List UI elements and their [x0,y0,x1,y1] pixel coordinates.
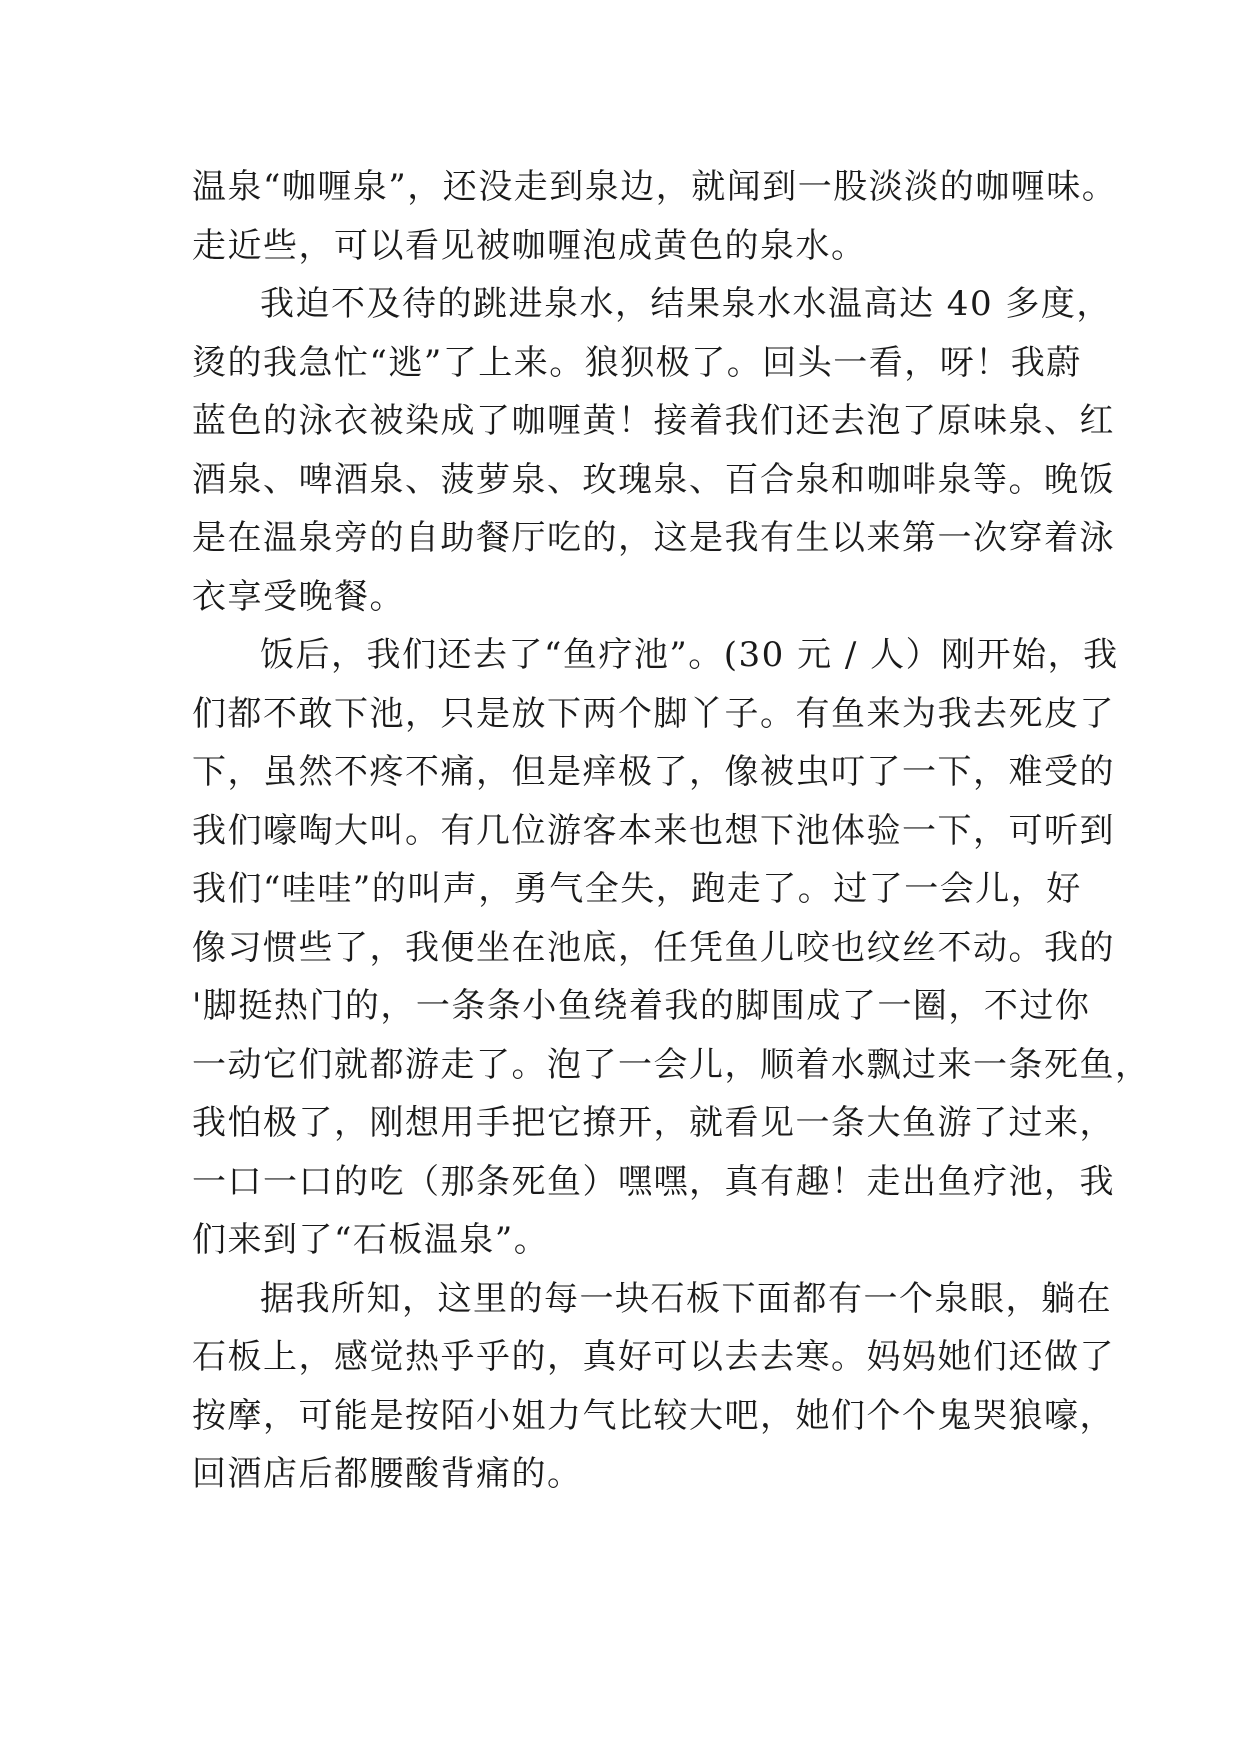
text-line: 衣享受晚餐。 [192,576,405,617]
text-line: 是在温泉旁的自助餐厅吃的，这是我有生以来第一次穿着泳 [192,518,1115,558]
text-line: 们来到了“石板温泉”。 [192,1220,550,1260]
text-line: 走近些，可以看见被咖喱泡成黄色的泉水。 [192,225,867,266]
text-line: 回酒店后都腰酸背痛的。 [192,1454,583,1494]
document-body [192,158,1151,1504]
paragraph-first-line: 饭后，我们还去了“鱼疗池”。(30 元 / 人）刚开始，我 [260,635,1119,675]
text-line: 我怕极了，刚想用手把它撩开，就看见一条大鱼游了过来， [192,1103,1115,1143]
text-line: 们都不敢下池，只是放下两个脚丫子。有鱼来为我去死皮了 [192,693,1115,734]
text-line: '脚挺热门的，一条条小鱼绕着我的脚围成了一圈，不过你 [192,986,1091,1026]
text-line: 下，虽然不疼不痛，但是痒极了，像被虫叮了一下，难受的 [192,752,1115,792]
text-line: 我们嚎啕大叫。有几位游客本来也想下池体验一下，可听到 [192,810,1115,851]
text-line: 我们“哇哇”的叫声，勇气全失，跑走了。过了一会儿，好 [192,869,1082,909]
paragraph-first-line: 我迫不及待的跳进泉水，结果泉水水温高达 40 多度， [260,284,1112,324]
text-line: 按摩，可能是按陌小姐力气比较大吧，她们个个鬼哭狼嚎， [192,1395,1115,1436]
text-line: 像习惯些了，我便坐在池底，任凭鱼儿咬也纹丝不动。我的 [192,927,1115,968]
text-line: 烫的我急忙“逃”了上来。狼狈极了。回头一看，呀！我蔚 [192,342,1082,383]
text-line: 温泉“咖喱泉”，还没走到泉边，就闻到一股淡淡的咖喱味。 [192,167,1118,207]
paragraph-first-line: 据我所知，这里的每一块石板下面都有一个泉眼，躺在 [260,1278,1112,1319]
text-line: 一动它们就都游走了。泡了一会儿，顺着水飘过来一条死鱼， [192,1044,1151,1085]
text-line: 蓝色的泳衣被染成了咖喱黄！接着我们还去泡了原味泉、红 [192,401,1115,441]
text-line: 酒泉、啤酒泉、菠萝泉、玫瑰泉、百合泉和咖啡泉等。晚饭 [192,459,1115,500]
text-line: 一口一口的吃（那条死鱼）嘿嘿，真有趣！走出鱼疗池，我 [192,1161,1115,1202]
text-line: 石板上，感觉热乎乎的，真好可以去去寒。妈妈她们还做了 [192,1337,1115,1377]
